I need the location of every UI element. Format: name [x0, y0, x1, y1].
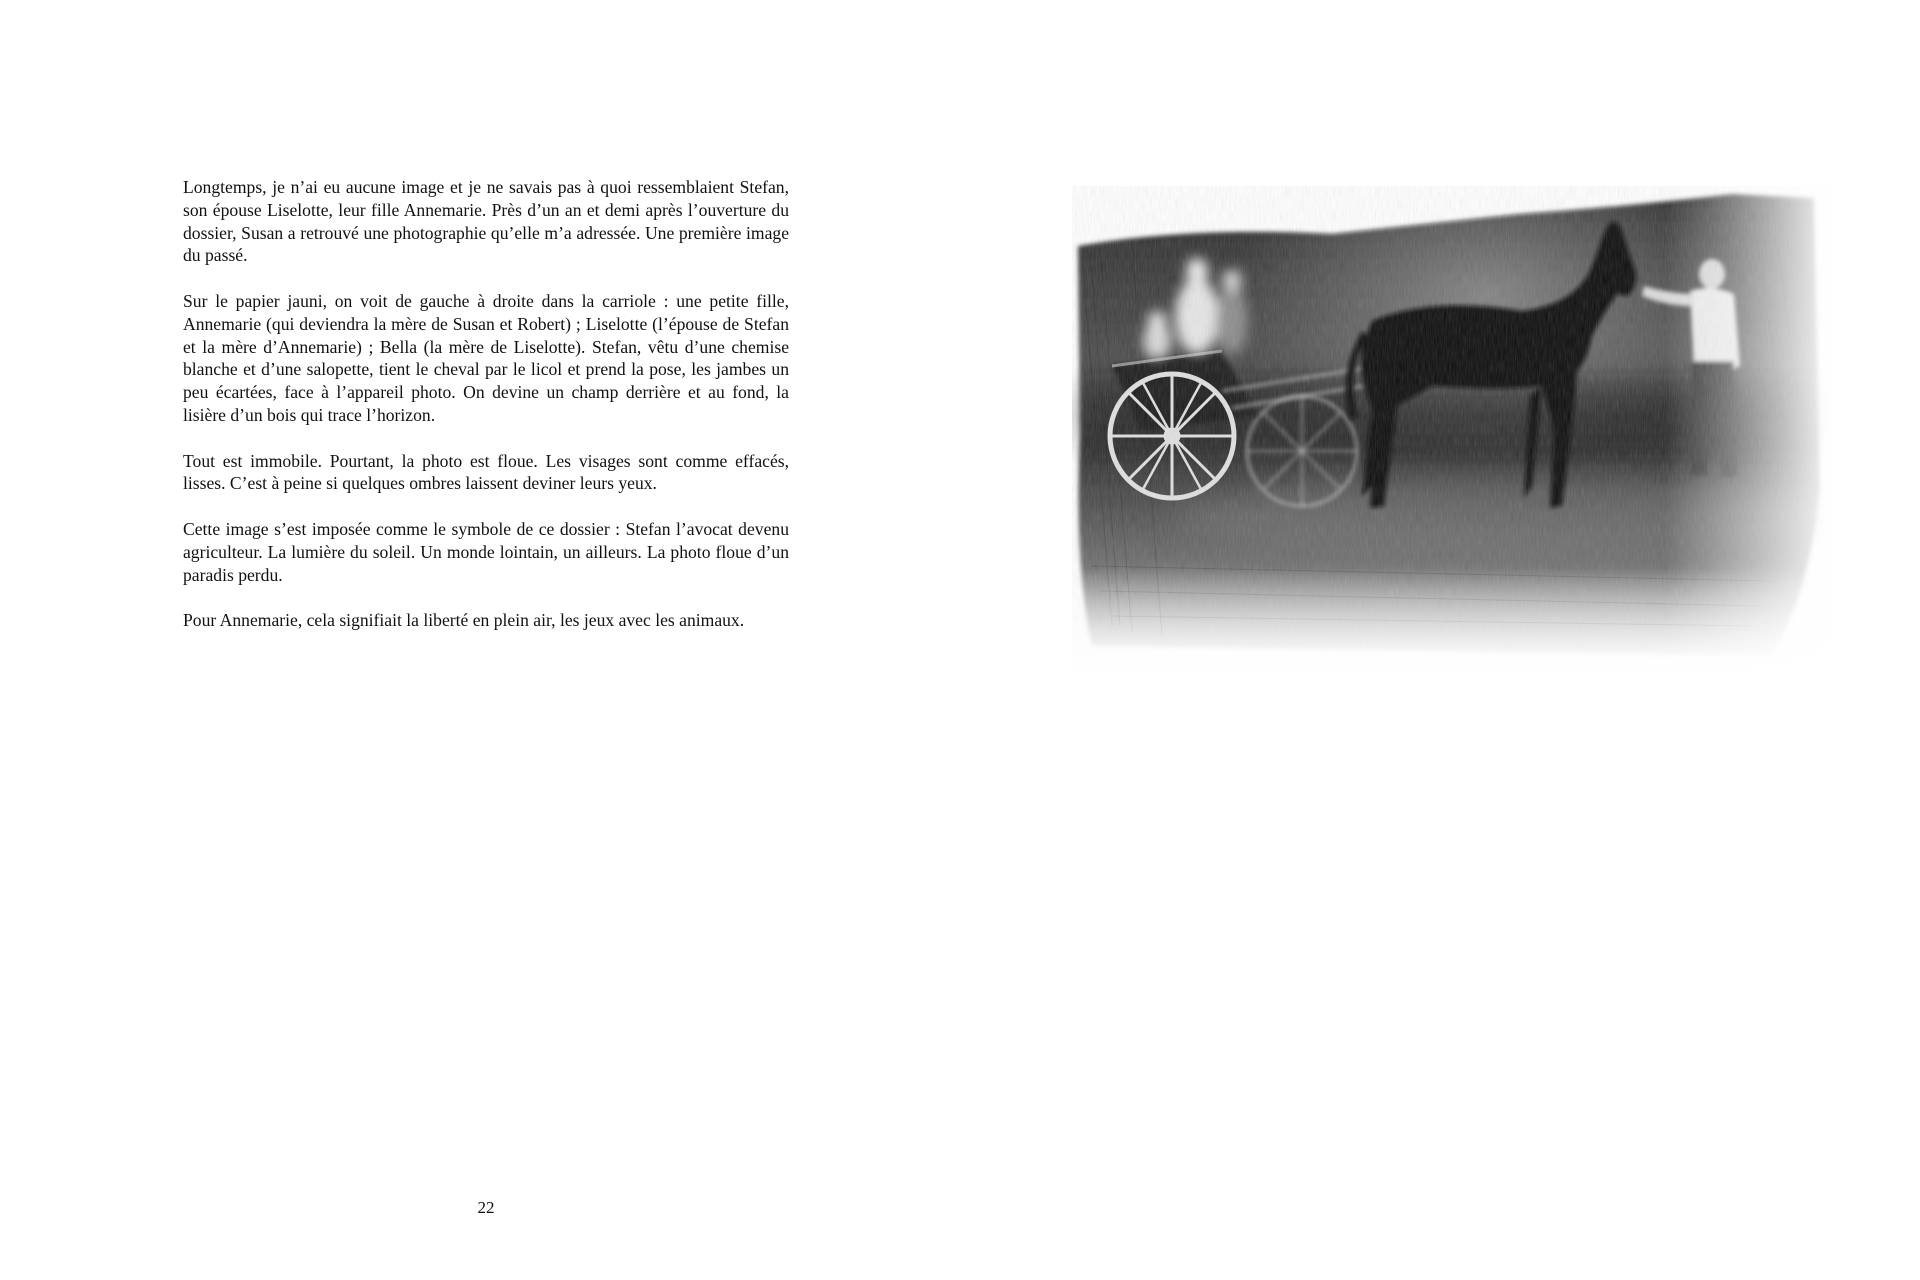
paragraph: Longtemps, je n’ai eu aucune image et je ne savais pas à quoi ressemblaient Stefan, son épouse Liselotte, leur fille Annemarie. Près d’un an et demi après l’ouverture du dossier, Susan a retrouvé une photographie qu’elle m’a adressée. Une première image du passé.	[183, 177, 789, 266]
body-text	[183, 176, 789, 655]
paragraph: Tout est immobile. Pourtant, la photo est floue. Les visages sont comme effacés, lisses. C’est à peine si quelques ombres laissent deviner leurs yeux.	[183, 450, 789, 494]
right-page	[960, 0, 1920, 1280]
paragraph: Pour Annemarie, cela signifiait la liberté en plein air, les jeux avec les animaux.	[183, 610, 745, 631]
horse-cart-illustration	[1072, 186, 1832, 676]
paragraph: Cette image s’est imposée comme le symbole de ce dossier : Stefan l’avocat devenu agriculteur. La lumière du soleil. Un monde lointain, un ailleurs. La photo floue d’un paradis perdu.	[183, 518, 789, 585]
paragraph: Sur le papier jauni, on voit de gauche à droite dans la carriole : une petite fille, Annemarie (qui deviendra la mère de Susan et Robert) ; Liselotte (l’épouse de Stefan et la mère d’Annemarie) ; Bella (la mère de Liselotte). Stefan, vêtu d’une chemise blanche et d’une salopette, tient le cheval par le licol et prend la pose, les jambes un peu écartées, face à l’appareil photo. On devine un champ derrière et au fond, la lisière d’un bois qui trace l’horizon.	[183, 290, 789, 425]
page-number: 22	[477, 1198, 495, 1217]
pencil-drawing	[1072, 186, 1832, 676]
